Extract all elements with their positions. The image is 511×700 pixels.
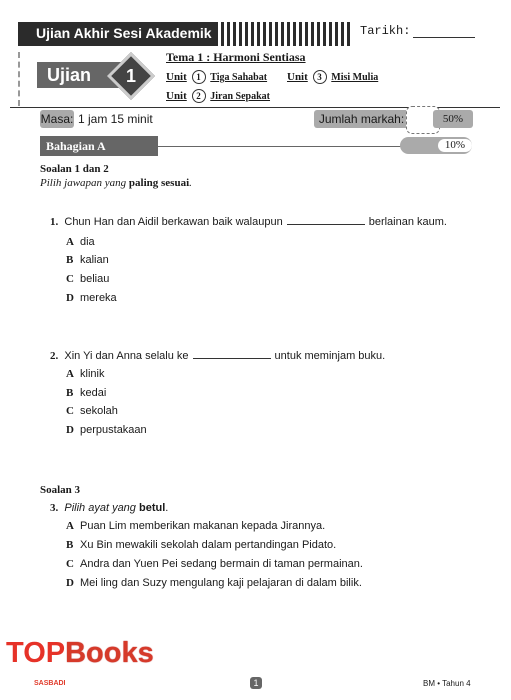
option-text: mereka (80, 292, 117, 304)
masa-value: 1 jam 15 minit (78, 112, 153, 126)
question-text-end: berlainan kaum. (368, 216, 447, 228)
question-number: 3. (50, 502, 59, 514)
option-letter: A (66, 368, 74, 380)
option-letter: B (66, 254, 74, 266)
option-a[interactable] (66, 368, 104, 380)
instruction-end: . (189, 177, 192, 189)
option-d[interactable] (66, 424, 147, 436)
option-text: dia (80, 236, 95, 248)
option-text: kedai (80, 387, 107, 399)
theme-title: Tema 1 : Harmoni Sentiasa (166, 50, 306, 64)
question-text-end: untuk meminjam buku. (274, 350, 386, 362)
date-line (413, 37, 475, 38)
unit-prefix: Unit (287, 71, 308, 83)
option-letter: D (66, 577, 74, 589)
question-number: 2. (50, 350, 59, 362)
question-2 (50, 350, 385, 362)
option-letter: C (66, 558, 74, 570)
unit-name: Jiran Sepakat (210, 91, 271, 102)
option-text: sekolah (80, 405, 118, 417)
unit-number-circle: 3 (313, 70, 327, 84)
option-letter: B (66, 539, 74, 551)
option-a[interactable] (66, 236, 95, 248)
option-b[interactable] (66, 387, 106, 399)
option-letter: D (66, 292, 74, 304)
question-3 (50, 502, 168, 514)
question-text: Xin Yi dan Anna selalu ke (64, 350, 189, 362)
jumlah-percent: 50% (433, 110, 473, 128)
question-emphasis: betul (138, 502, 166, 514)
unit-prefix: Unit (166, 90, 187, 102)
instruction-emphasis: paling sesuai (128, 177, 190, 189)
question-text-end: . (165, 502, 169, 514)
option-c[interactable] (66, 558, 363, 570)
section-rule (158, 146, 402, 147)
section-label: Bahagian A (40, 136, 158, 156)
question-text: Chun Han dan Aidil berkawan baik walaupun (64, 216, 283, 228)
option-text: Puan Lim memberikan makanan kepada Jirannya. (80, 520, 326, 532)
option-letter: A (66, 520, 74, 532)
footer-subject: BM • Tahun 4 (423, 679, 471, 688)
date-label: Tarikh: (360, 24, 411, 38)
option-text: klinik (80, 368, 105, 380)
page-number: 1 (250, 677, 262, 689)
option-letter: A (66, 236, 74, 248)
header-stripes (218, 22, 352, 46)
section-percent: 10% (438, 139, 472, 152)
question-text: Pilih ayat yang (64, 502, 139, 514)
question-number: 1. (50, 216, 59, 228)
ujian-number: 1 (125, 66, 136, 86)
option-text: Xu Bin mewakili sekolah dalam pertandingan Pidato. (80, 539, 337, 551)
brand-books: Books (65, 637, 154, 669)
option-text: Mei ling dan Suzy mengulang kaji pelajaran di dalam bilik. (80, 577, 362, 589)
option-b[interactable] (66, 539, 336, 551)
answer-blank (193, 358, 271, 359)
unit-prefix: Unit (166, 71, 187, 83)
option-letter: C (66, 405, 74, 417)
topbooks-logo (6, 637, 154, 670)
part-instruction (40, 177, 192, 189)
option-b[interactable] (66, 254, 109, 266)
question-1 (50, 216, 447, 228)
unit-name: Misi Mulia (331, 72, 379, 83)
option-text: beliau (80, 273, 110, 285)
publisher-logo: SASBADI (34, 680, 66, 687)
part-heading: Soalan 3 (40, 484, 81, 496)
answer-blank (287, 224, 365, 225)
option-c[interactable] (66, 405, 118, 417)
jumlah-markah-label: Jumlah markah: (314, 110, 409, 128)
option-text: Andra dan Yuen Pei sedang bermain di taman permainan. (80, 558, 363, 570)
option-d[interactable] (66, 577, 362, 589)
option-d[interactable] (66, 292, 117, 304)
option-text: perpustakaan (80, 424, 147, 436)
instruction-text: Pilih jawapan yang (40, 177, 129, 189)
unit-number-circle: 1 (192, 70, 206, 84)
unit-name: Tiga Sahabat (210, 72, 268, 83)
option-letter: C (66, 273, 74, 285)
dotted-rule (18, 52, 20, 106)
unit-3 (287, 70, 378, 84)
ujian-label: Ujian (47, 65, 92, 85)
option-c[interactable] (66, 273, 109, 285)
unit-1 (166, 70, 267, 84)
masa-label: Masa: (40, 112, 74, 126)
exam-title: Ujian Akhir Sesi Akademik (36, 25, 212, 41)
option-text: kalian (80, 254, 109, 266)
option-letter: D (66, 424, 74, 436)
unit-number-circle: 2 (192, 89, 206, 103)
part-heading: Soalan 1 dan 2 (40, 163, 109, 175)
option-a[interactable] (66, 520, 325, 532)
option-letter: B (66, 387, 74, 399)
brand-top: TOP (6, 637, 66, 669)
unit-2 (166, 89, 270, 103)
